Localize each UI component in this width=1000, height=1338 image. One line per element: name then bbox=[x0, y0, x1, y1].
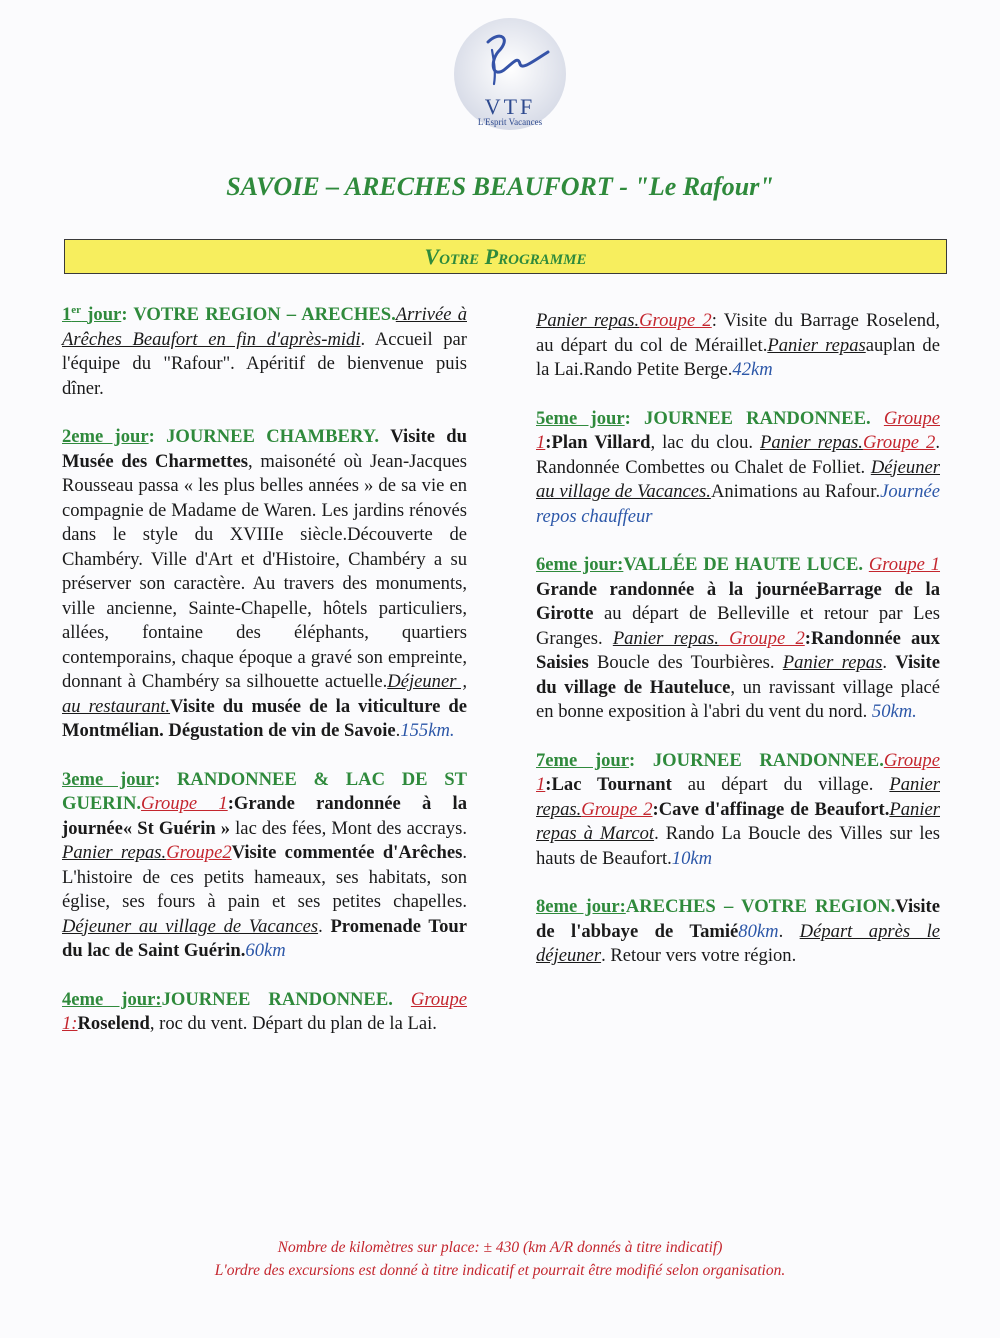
logo-letters: VTF bbox=[484, 94, 536, 119]
footer-line-1: Nombre de kilomètres sur place: ± 430 (km A/R donnés à titre indicatif) bbox=[277, 1239, 723, 1256]
day-6: 6eme jour:VALLÉE DE HAUTE LUCE. Groupe 1 Grande randonnée à la journéeBarrage de la Girotte au départ de Belleville et retour par Les Granges. Panier repas. Groupe 2:Randonnée aux Saisies Boucle des Tourbières. Panier repas. Visite du village de Hauteluce, un ravissant village placé en bonne exposition à l'abri du vent du nord. 50km. bbox=[536, 554, 941, 722]
day-5-heading: 5eme jour: JOURNEE RANDONNEE. bbox=[536, 407, 871, 429]
day-4: 4eme jour:JOURNEE RANDONNEE. Groupe 1:Roselend, roc du vent. Départ du plan de la Lai. bbox=[62, 988, 468, 1034]
distance: 10km bbox=[671, 847, 713, 869]
right-column bbox=[536, 309, 940, 993]
distance: 50km. bbox=[871, 701, 917, 722]
day-4-heading: 4eme jour:JOURNEE RANDONNEE. bbox=[62, 988, 393, 1010]
day-1: 1er jour: VOTRE REGION – ARECHES.Arrivée à Arêches Beaufort en fin d'après-midi. Accueil par l'équipe du "Rafour". Apéritif de bienvenue puis dîner. bbox=[62, 303, 467, 399]
note: Journée repos chauffeur bbox=[536, 481, 940, 527]
day-8-heading: 8eme jour:ARECHES – VOTRE REGION. bbox=[536, 896, 896, 917]
day-1-heading: 1er jour: VOTRE REGION – ARECHES. bbox=[62, 303, 396, 325]
day-5: 5eme jour: JOURNEE RANDONNEE. Groupe 1:Plan Villard, lac du clou. Panier repas.Groupe 2. Randonnée Combettes ou Chalet de Folliet. Déjeuner au village de Vacances.Animations au Rafour.Journée repos chauffeur bbox=[536, 407, 941, 527]
day-7: 7eme jour: JOURNEE RANDONNEE.Groupe 1:Lac Tournant au départ du village. Panier repas.Groupe 2:Cave d'affinage de Beaufort.Panier repas à Marcot. Rando La Boucle des Villes sur les hauts de Beaufort.10km bbox=[536, 749, 940, 869]
day-8: 8eme jour:ARECHES – VOTRE REGION.Visite de l'abbaye de Tamié80km. Départ après le déjeuner. Retour vers votre région. bbox=[536, 896, 940, 966]
day-7-heading: 7eme jour: JOURNEE RANDONNEE. bbox=[536, 749, 884, 771]
day-3-heading: 3eme jour: RANDONNEE & LAC DE ST GUERIN. bbox=[62, 768, 467, 814]
distance: 80km bbox=[738, 920, 779, 942]
day-4-continued: Panier repas.Groupe 2: Visite du Barrage Roselend, au départ du col de Méraillet.Panier repasauplan de la Lai.Rando Petite Berge.42km bbox=[536, 310, 940, 380]
logo-tagline: L'Esprit Vacances bbox=[477, 117, 543, 127]
distance: 60km bbox=[245, 940, 286, 961]
left-column bbox=[62, 303, 467, 1061]
footer-notes bbox=[0, 1236, 1000, 1282]
program-banner: Votre Programme bbox=[64, 239, 947, 274]
distance: 42km bbox=[732, 359, 773, 380]
distance: 155km. bbox=[400, 720, 455, 741]
day-2-heading: 2eme jour: JOURNEE CHAMBERY. bbox=[62, 426, 380, 447]
page-title: SAVOIE – ARECHES BEAUFORT - "Le Rafour" bbox=[226, 172, 774, 201]
day-3: 3eme jour: RANDONNEE & LAC DE ST GUERIN.Groupe 1:Grande randonnée à la journée« St Guérin » lac des fées, Mont des accrays. Panier repas.Groupe2Visite commentée d'Arêches. L'histoire de ces petits hameaux, ses habitats, son église, ses fours à pain et ses petites chapelles. Déjeuner au village de Vacances. Promenade Tour du lac de Saint Guérin.60km bbox=[62, 768, 468, 961]
day-6-heading: 6eme jour:VALLÉE DE HAUTE LUCE. bbox=[536, 554, 864, 575]
footer-line-2: L'ordre des excursions est donné à titre indicatif et pourrait être modifié selon organisation. bbox=[214, 1262, 786, 1279]
day-2: 2eme jour: JOURNEE CHAMBERY. Visite du Musée des Charmettes, maisoné​té où Jean-Jacques Rousseau passa « les plus belles années » de sa vie en compagnie de Madame de Waren. Les jardins rénovés dans le style du XVIIIe siècle.Découverte de Chambéry. Ville d'Art et d'Histoire, Chambéry a su préserver son caractère. Au travers des monuments, ville ancienne, Sainte-Chapelle, hôtels particuliers, allées, fontaine des éléphants, quartiers contemporains, chaque époque a gravé son empreinte, donnant à Chambéry sa silhouette actuelle.Déjeuner , au restaurant.Visite du musée de la viticulture de Montmélian. Dégustation de vin de Savoie.155km. bbox=[62, 426, 468, 741]
